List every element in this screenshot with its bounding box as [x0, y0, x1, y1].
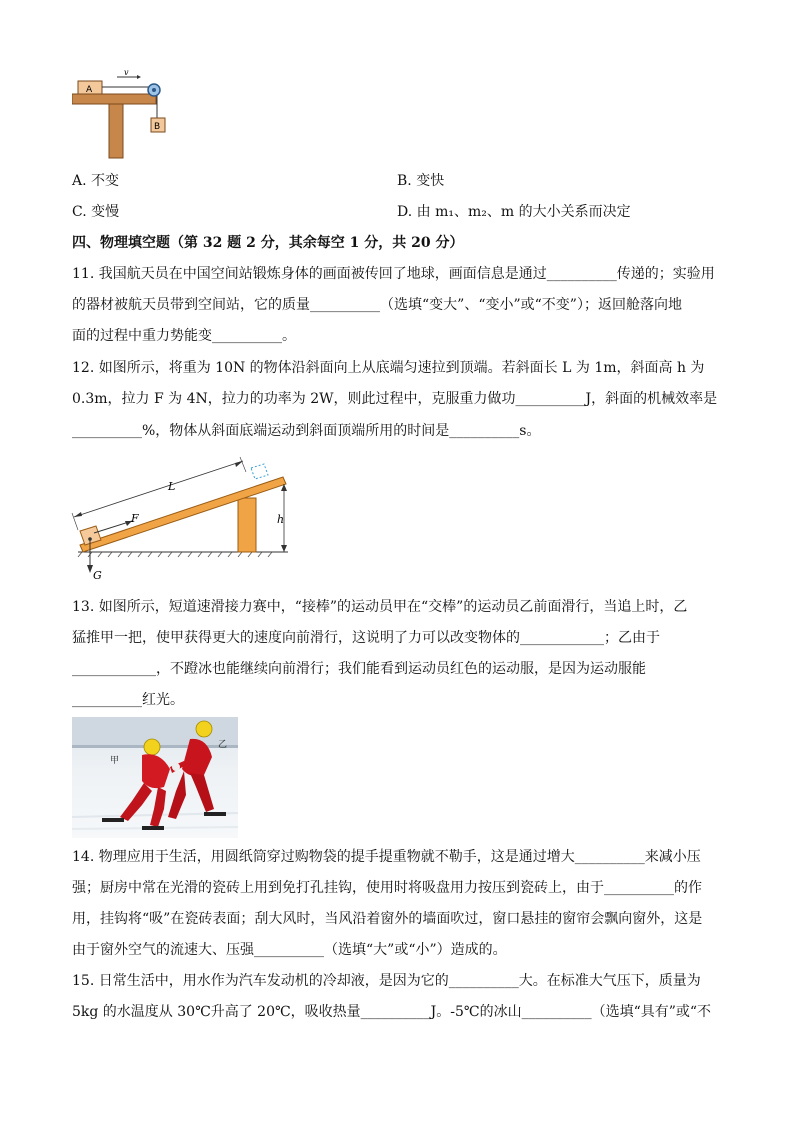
label-v: v [124, 68, 129, 77]
q15-line-1: 15. 日常生活中，用水作为汽车发动机的冷却液，是因为它的__________大。在标准大气压下，质量为 [72, 973, 701, 989]
q15-line-2: 5kg 的水温度从 30℃升高了 20℃，吸收热量__________J。-5℃的冰山__________（选填“具有”或“不 [72, 1004, 712, 1020]
q12-line-3: __________%，物体从斜面底端运动到斜面顶端所用的时间是__________s。 [72, 423, 541, 439]
q14-line-1: 14. 物理应用于生活，用圆纸筒穿过购物袋的提手提重物就不勒手，这是通过增大__________来减小压 [72, 849, 701, 865]
q13-line-4: __________红光。 [72, 692, 184, 708]
q14-line-2: 强；厨房中常在光滑的瓷砖上用到免打孔挂钩，使用时将吸盘用力按压到瓷砖上，由于__________的作 [72, 880, 702, 896]
q11-line-3: 面的过程中重力势能变__________。 [72, 328, 296, 344]
option-d: D. 由 m₁、m₂、m 的大小关系而决定 [397, 204, 631, 220]
option-c: C. 变慢 [72, 204, 120, 220]
label-yi: 乙 [218, 740, 228, 750]
q13-line-3: ____________，不蹬冰也能继续向前滑行；我们能看到运动员红色的运动服，是因为运动服能 [72, 661, 646, 677]
section-heading: 四、物理填空题（第 32 题 2 分，其余每空 1 分，共 20 分） [72, 235, 464, 251]
q11-line-2: 的器材被航天员带到空间站，它的质量__________（选填“变大”、“变小”或“不变”）；返回舱落向地 [72, 297, 682, 313]
skaters-photo [72, 717, 238, 838]
incline-figure [68, 455, 298, 585]
label-G: G [93, 569, 102, 582]
q13-line-2: 猛推甲一把，使甲获得更大的速度向前滑行，这说明了力可以改变物体的____________；乙由于 [72, 630, 660, 646]
label-a: A [86, 85, 93, 95]
option-b: B. 变快 [397, 173, 445, 189]
label-L: L [168, 480, 176, 493]
label-jia: 甲 [110, 756, 120, 766]
q12-line-1: 12. 如图所示，将重为 10N 的物体沿斜面向上从底端匀速拉到顶端。若斜面长 L 为 1m，斜面高 h 为 [72, 360, 705, 376]
q12-line-2: 0.3m，拉力 F 为 4N，拉力的功率为 2W，则此过程中，克服重力做功__________J，斜面的机械效率是 [72, 391, 718, 407]
option-a: A. 不变 [72, 173, 120, 189]
label-b: B [154, 122, 161, 132]
label-h: h [277, 513, 285, 526]
q13-line-1: 13. 如图所示，短道速滑接力赛中，“接棒”的运动员甲在“交棒”的运动员乙前面滑行，当追上时，乙 [72, 599, 688, 615]
q14-line-3: 用，挂钩将“吸”在瓷砖表面；刮大风时，当风沿着窗外的墙面吹过，窗口悬挂的窗帘会飘向窗外，这是 [72, 911, 703, 927]
q11-line-1: 11. 我国航天员在中国空间站锻炼身体的画面被传回了地球，画面信息是通过__________传递的；实验用 [72, 266, 715, 282]
pulley-figure [72, 66, 172, 161]
q14-line-4: 由于窗外空气的流速大、压强__________（选填“大”或“小”）造成的。 [72, 942, 507, 958]
label-F: F [131, 512, 139, 525]
